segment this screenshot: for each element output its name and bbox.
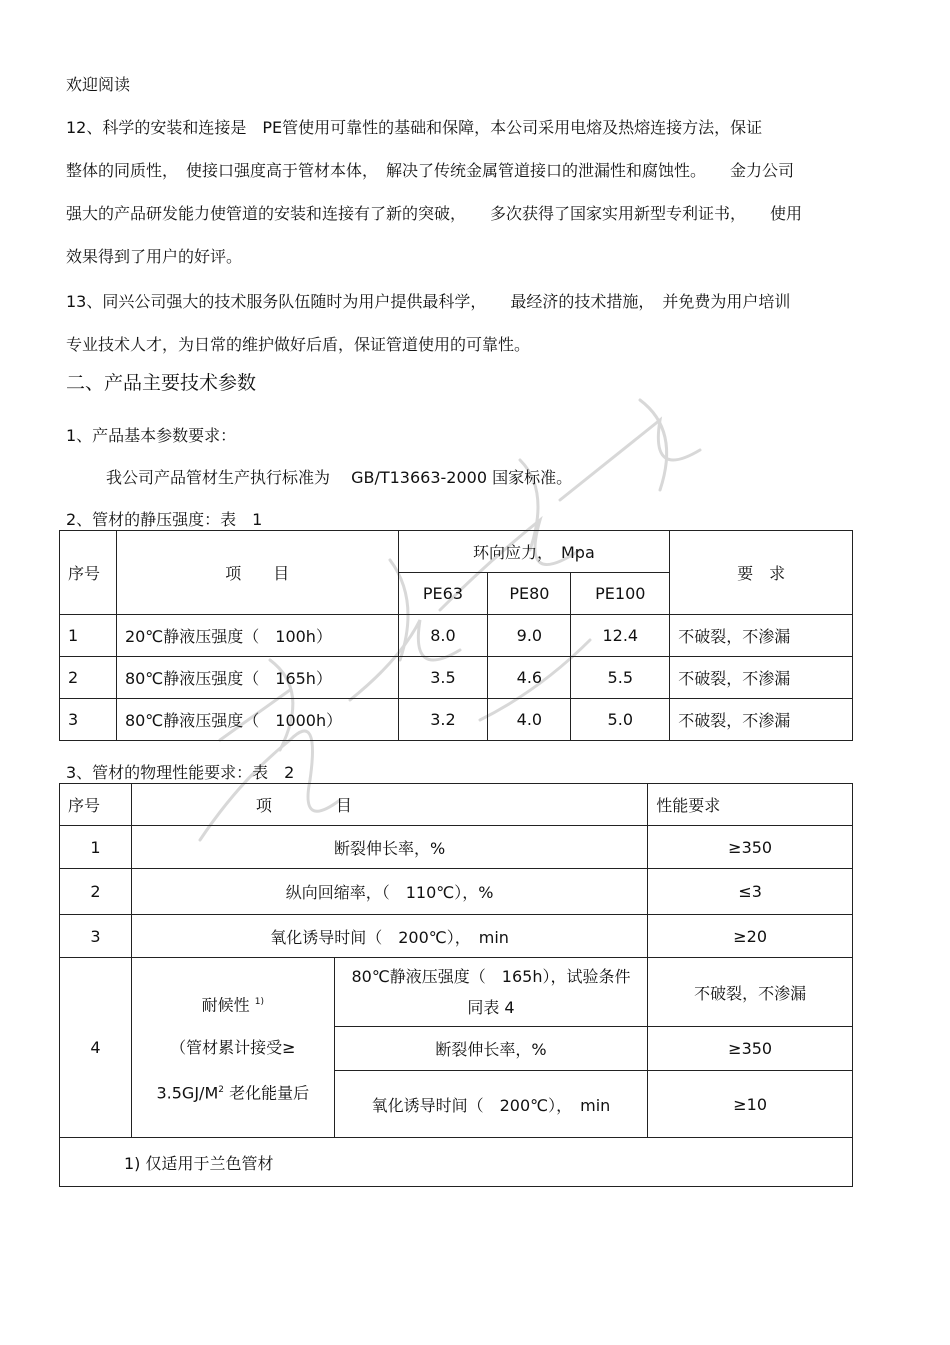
t1-cell-pe100: 12.4 [571, 615, 670, 657]
t1-cell-item: 80℃静液压强度（ 1000h） [116, 699, 398, 741]
t2-header-requirement: 性能要求 [648, 784, 853, 826]
weatherability-line3-sup: 2 [218, 1084, 224, 1095]
t1-cell-req: 不破裂，不渗漏 [670, 615, 853, 657]
t2-cell-req: ≥20 [648, 915, 853, 958]
t2-sub2-req: ≥350 [648, 1027, 853, 1071]
t2-sub1-item [334, 958, 648, 1027]
weatherability-line3-a: 3.5GJ/M [156, 1082, 219, 1102]
sub1-line2: 同表 4 [467, 998, 515, 1017]
t2-cell-no: 2 [60, 869, 132, 915]
weatherability-line2: （管材累计接受≥ [170, 1037, 296, 1057]
t1-cell-no: 3 [60, 699, 117, 741]
static-pressure-table [59, 530, 853, 741]
t2-sub3-item: 氧化诱导时间（ 200℃）， min [334, 1071, 648, 1138]
paragraph-13-line2: 专业技术人才，为日常的维护做好后盾，保证管道使用的可靠性。 [66, 335, 531, 354]
t2-header-item: 项 目 [131, 784, 647, 826]
t1-cell-pe63: 3.5 [398, 657, 488, 699]
t1-cell-item: 20℃静液压强度（ 100h） [116, 615, 398, 657]
t1-cell-item: 80℃静液压强度（ 165h） [116, 657, 398, 699]
t1-header-pe100: PE100 [571, 573, 670, 615]
t1-header-no: 序号 [60, 531, 117, 615]
table-row [60, 657, 853, 699]
page-header-text: 欢迎阅读 [66, 75, 131, 94]
t2-weatherability-label [131, 958, 334, 1138]
t1-cell-pe63: 3.2 [398, 699, 488, 741]
t1-header-requirement: 要 求 [670, 531, 853, 615]
t1-cell-pe63: 8.0 [398, 615, 488, 657]
t1-header-stress: 环向应力， Mpa [398, 531, 670, 573]
sub1-line1: 80℃静液压强度（ 165h），试验条件 [351, 967, 631, 986]
paragraph-12-line3: 强大的产品研发能力使管道的安装和连接有了新的突破， 多次获得了国家实用新型专利证书， 使用 [66, 204, 803, 223]
t2-cell-item: 纵向回缩率，（ 110℃），% [131, 869, 647, 915]
t2-sub3-req: ≥10 [648, 1071, 853, 1138]
table-row [60, 826, 853, 869]
t1-cell-pe80: 4.0 [488, 699, 571, 741]
paragraph-12-line1: 12、科学的安装和连接是 PE管使用可靠性的基础和保障，本公司采用电熔及热熔连接方法，保证 [66, 118, 763, 137]
t2-cell-no: 3 [60, 915, 132, 958]
t2-cell-req: ≤3 [648, 869, 853, 915]
t1-cell-pe100: 5.5 [571, 657, 670, 699]
t2-header-no: 序号 [60, 784, 132, 826]
paragraph-12-line4: 效果得到了用户的好评。 [66, 247, 243, 266]
table1-caption: 2、管材的静压强度：表 1 [66, 510, 263, 529]
table2-footnote: 1) 仅适用于兰色管材 [60, 1138, 853, 1187]
physical-properties-table [59, 783, 853, 1187]
table-row [60, 869, 853, 915]
t1-cell-pe100: 5.0 [571, 699, 670, 741]
section-title: 二、产品主要技术参数 [66, 372, 257, 394]
t1-header-item: 项 目 [116, 531, 398, 615]
t1-cell-req: 不破裂，不渗漏 [670, 657, 853, 699]
t2-cell-no: 4 [60, 958, 132, 1138]
t1-header-pe80: PE80 [488, 573, 571, 615]
t2-sub2-item: 断裂伸长率，% [334, 1027, 648, 1071]
table-row [60, 615, 853, 657]
paragraph-12-line2: 整体的同质性， 使接口强度高于管材本体， 解决了传统金属管道接口的泄漏性和腐蚀性。 金力公司 [66, 161, 795, 180]
t1-cell-req: 不破裂，不渗漏 [670, 699, 853, 741]
weatherability-line1: 耐候性 [201, 995, 250, 1015]
table-row [60, 958, 853, 1027]
t2-cell-req: ≥350 [648, 826, 853, 869]
table-row [60, 915, 853, 958]
t1-cell-pe80: 4.6 [488, 657, 571, 699]
table2-caption: 3、管材的物理性能要求：表 2 [66, 763, 295, 782]
weatherability-line3-b: 老化能量后 [223, 1082, 310, 1102]
paragraph-13-line1: 13、同兴公司强大的技术服务队伍随时为用户提供最科学， 最经济的技术措施， 并免费为用户培训 [66, 292, 791, 311]
t2-cell-item: 氧化诱导时间（ 200℃）， min [131, 915, 647, 958]
subsection-1-body: 我公司产品管材生产执行标准为 GB/T13663-2000 国家标准。 [106, 468, 573, 487]
t1-cell-no: 1 [60, 615, 117, 657]
t2-cell-item: 断裂伸长率，% [131, 826, 647, 869]
t1-header-pe63: PE63 [398, 573, 488, 615]
t2-cell-no: 1 [60, 826, 132, 869]
t2-sub1-req: 不破裂，不渗漏 [648, 958, 853, 1027]
t1-cell-pe80: 9.0 [488, 615, 571, 657]
subsection-1-title: 1、产品基本参数要求： [66, 426, 237, 445]
table-row [60, 699, 853, 741]
footnote-mark: 1) [254, 997, 264, 1008]
t1-cell-no: 2 [60, 657, 117, 699]
